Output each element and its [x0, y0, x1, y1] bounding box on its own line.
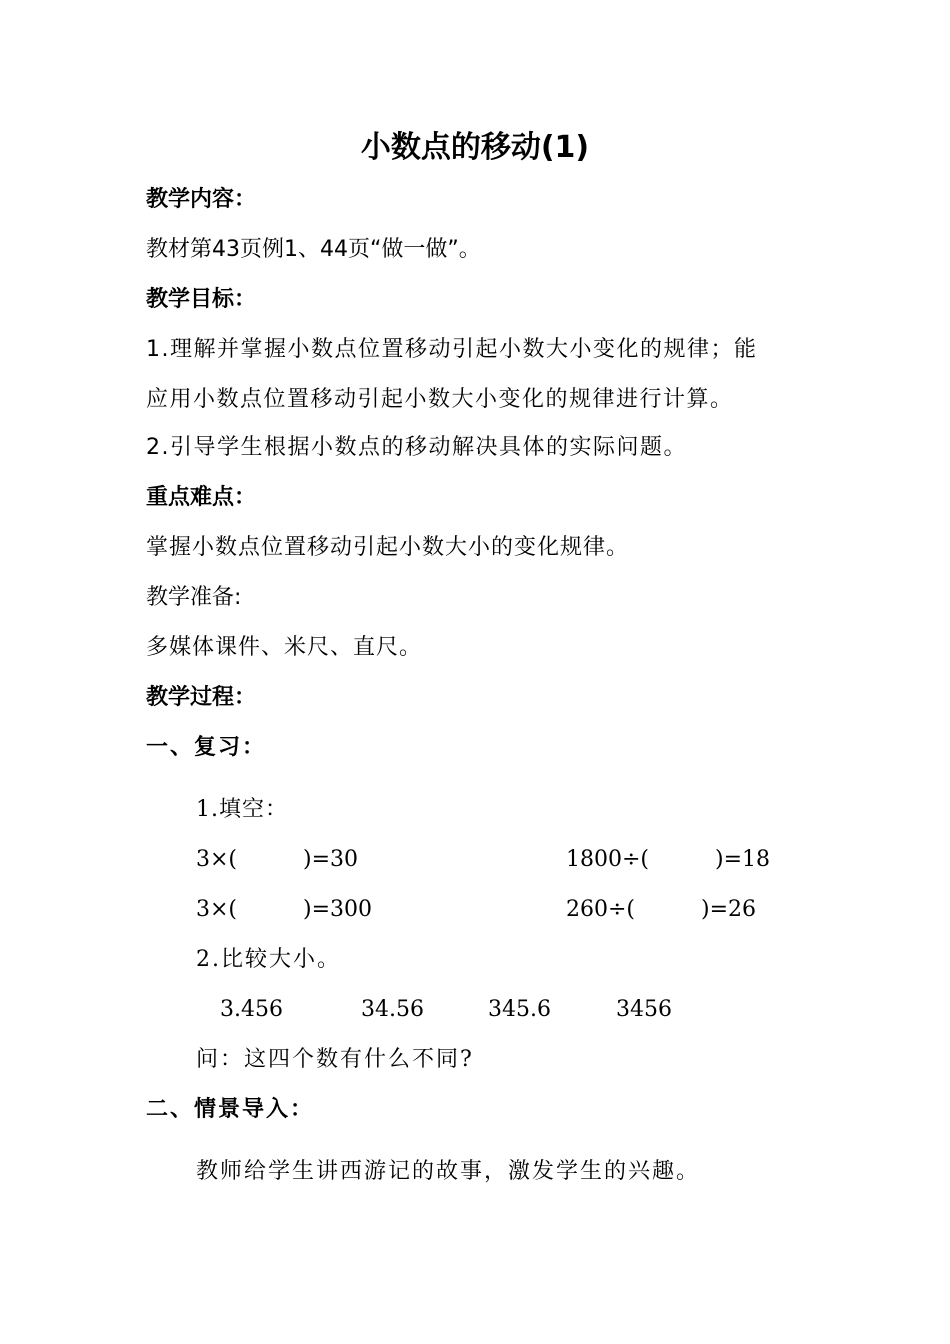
- intro-heading: 二、情景导入：: [146, 1097, 315, 1122]
- equation-2: 1800÷( )=18: [566, 847, 771, 872]
- objective-1-line-1: 1.理解并掌握小数点位置移动引起小数大小变化的规律；能: [146, 337, 758, 362]
- content-text: 教材第43页例1、44页“做一做”。: [146, 237, 481, 262]
- compare-number: 3.456: [220, 997, 283, 1022]
- objective-1-line-2: 应用小数点位置移动引起小数大小变化的规律进行计算。: [146, 387, 734, 412]
- equation-3: 3×( )=300: [196, 897, 373, 922]
- compare-number: 34.56: [361, 997, 424, 1022]
- preparation-heading: 教学准备:: [146, 585, 242, 610]
- intro-text: 教师给学生讲西游记的故事，激发学生的兴趣。: [196, 1159, 701, 1184]
- content-heading: 教学内容：: [146, 187, 257, 212]
- process-heading: 教学过程：: [146, 685, 257, 710]
- preparation-text: 多媒体课件、米尺、直尺。: [146, 635, 423, 660]
- review-heading: 一、复习：: [146, 735, 267, 760]
- document-title: 小数点的移动(1): [360, 130, 590, 165]
- review-question: 问：这四个数有什么不同?: [196, 1047, 474, 1072]
- objective-2: 2.引导学生根据小数点的移动解决具体的实际问题。: [146, 435, 687, 460]
- equation-1: 3×( )=30: [196, 847, 359, 872]
- compare-number: 3456: [616, 997, 672, 1022]
- key-points-heading: 重点难点：: [146, 485, 257, 510]
- key-points-text: 掌握小数点位置移动引起小数大小的变化规律。: [146, 535, 630, 560]
- objectives-heading: 教学目标：: [146, 287, 257, 312]
- compare-label: 2.比较大小。: [196, 947, 341, 972]
- compare-number: 345.6: [488, 997, 551, 1022]
- fill-blank-label: 1.填空：: [196, 797, 288, 822]
- equation-4: 260÷( )=26: [566, 897, 757, 922]
